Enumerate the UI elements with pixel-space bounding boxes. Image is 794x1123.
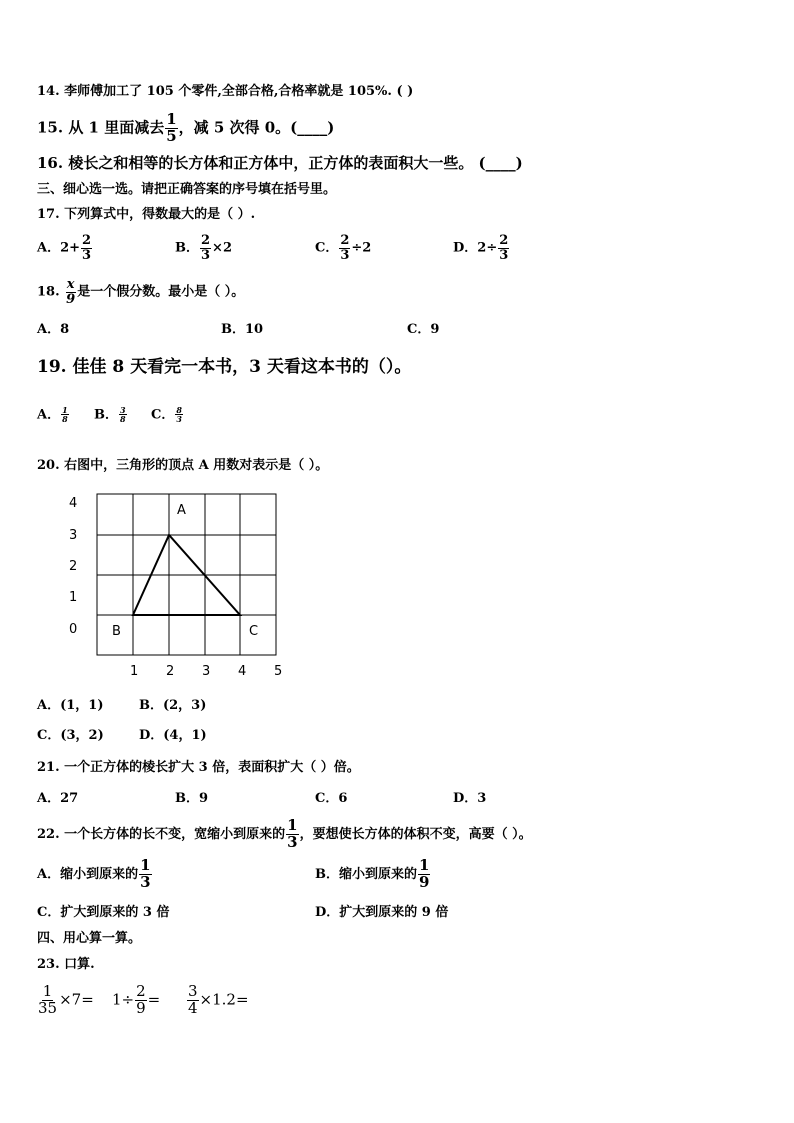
question-22-option-c [37, 906, 169, 919]
y-axis-label: 2 [69, 559, 78, 574]
expression-tail: = [147, 990, 161, 1009]
question-17-option-d [453, 234, 510, 262]
question-15 [37, 112, 334, 145]
fraction-numerator: 2 [136, 982, 146, 1000]
fraction-denominator: 3 [287, 832, 298, 851]
fraction-numerator: 1 [62, 405, 68, 415]
question-21-stem: 21. 一个正方体的棱长扩大 3 倍，表面积扩大（ ）倍。 [37, 760, 360, 775]
question-14 [37, 85, 413, 98]
option-text: D．3 [453, 791, 487, 806]
question-23 [37, 958, 95, 971]
vertex-label-b: B [112, 624, 121, 639]
x-axis-label: 3 [202, 664, 211, 679]
option-label: A．缩小到原来的 [37, 866, 139, 882]
question-17-option-a [37, 234, 93, 262]
fraction [418, 858, 430, 891]
fraction [61, 406, 69, 424]
fraction-denominator: 3 [82, 247, 92, 263]
question-18-suffix: 是一个假分数。最小是（ ）。 [77, 284, 245, 300]
question-18-option-b [221, 323, 263, 336]
y-axis-label: 1 [69, 590, 78, 605]
fraction [200, 234, 211, 262]
expression-tail: ×1.2= [199, 990, 249, 1009]
fraction-denominator: 8 [120, 414, 126, 425]
fraction-denominator: 3 [176, 414, 182, 425]
option-text: C．扩大到原来的 3 倍 [37, 905, 170, 920]
option-label: B．缩小到原来的 [315, 866, 417, 882]
vertex-label-a: A [177, 503, 186, 518]
option-text: A．8 [37, 322, 70, 337]
option-text: B．10 [221, 322, 264, 337]
fraction-denominator: 8 [62, 414, 68, 425]
option-label: C． [151, 407, 175, 423]
fraction-numerator: 1 [140, 856, 151, 874]
fraction-denominator: 3 [140, 872, 151, 891]
question-18-option-a [37, 323, 69, 336]
fraction-denominator: 3 [499, 247, 509, 263]
question-22-option-a [37, 858, 153, 891]
question-21 [37, 761, 360, 774]
fraction-numerator: 2 [201, 233, 211, 248]
option-text: C．(3，2) [37, 728, 104, 743]
y-axis-label: 3 [69, 528, 78, 543]
question-22-option-d [315, 906, 448, 919]
fraction-denominator: 9 [136, 998, 146, 1017]
fraction [135, 984, 147, 1017]
question-20-stem: 20. 右图中，三角形的顶点 A 用数对表示是（ ）。 [37, 458, 329, 473]
option-text: C．6 [315, 791, 348, 806]
fraction [498, 234, 509, 262]
vertex-label-c: C [249, 624, 259, 639]
fraction-denominator: 5 [166, 126, 177, 145]
option-text: A．27 [37, 791, 79, 806]
question-19 [37, 359, 411, 376]
fraction-numerator: 1 [166, 110, 177, 128]
fraction-numerator: x [66, 277, 75, 292]
option-text: B．9 [175, 791, 209, 806]
question-22 [37, 818, 532, 851]
question-21-option-d [453, 792, 486, 805]
option-text: D．扩大到原来的 9 倍 [315, 905, 449, 920]
x-axis-label: 5 [274, 664, 283, 679]
fraction [286, 818, 298, 851]
option-text: B．(2，3) [139, 698, 207, 713]
fraction-numerator: 2 [340, 233, 350, 248]
fraction-numerator: 8 [176, 405, 182, 415]
question-16-text: 16. 棱长之和相等的长方体和正方体中，正方体的表面积大一些。 (____) [37, 154, 523, 172]
question-18 [37, 278, 244, 306]
fraction [37, 984, 58, 1017]
fraction-denominator: 3 [340, 247, 350, 263]
question-21-option-b [175, 792, 208, 805]
fraction [187, 984, 199, 1017]
question-19-option-a [37, 406, 70, 424]
x-axis-label: 4 [238, 664, 247, 679]
question-15-prefix: 15. 从 1 里面减去 [37, 118, 165, 137]
question-14-text: 14. 李师傅加工了 105 个零件,全部合格,合格率就是 105%. ( ) [37, 84, 414, 99]
option-label: C． [315, 240, 339, 256]
section-4-text: 四、用心算一算。 [37, 931, 142, 946]
question-20 [37, 459, 328, 472]
question-19-option-c [151, 406, 184, 424]
question-20-option-b [139, 699, 206, 712]
option-label: B． [175, 240, 199, 256]
x-axis-label: 1 [130, 664, 139, 679]
fraction [119, 406, 127, 424]
section-3-text: 三、细心选一选。请把正确答案的序号填在括号里。 [37, 182, 337, 197]
question-23-stem: 23. 口算. [37, 957, 95, 972]
option-tail: ×2 [212, 240, 232, 256]
option-label: A．2+ [37, 240, 81, 256]
fraction-numerator: 2 [499, 233, 509, 248]
question-20-option-a [37, 699, 103, 712]
coordinate-grid [60, 490, 290, 685]
expression-head: 1÷ [112, 990, 135, 1009]
fraction [339, 234, 350, 262]
section-3-heading [37, 183, 336, 196]
fraction-denominator: 9 [419, 872, 430, 891]
fraction-denominator: 3 [201, 247, 211, 263]
question-20-option-d [139, 729, 207, 742]
question-19-stem: 19. 佳佳 8 天看完一本书，3 天看这本书的（）。 [37, 357, 412, 377]
fraction-denominator: 35 [38, 998, 58, 1017]
fraction-denominator: 4 [188, 998, 198, 1017]
option-text: C．9 [407, 322, 440, 337]
section-4-heading [37, 932, 141, 945]
expression-tail: ×7= [59, 990, 94, 1009]
question-18-option-c [407, 323, 439, 336]
question-22-option-b [315, 858, 431, 891]
question-21-option-a [37, 792, 78, 805]
fraction-numerator: 3 [120, 405, 126, 415]
y-axis-label: 0 [69, 622, 78, 637]
question-18-prefix: 18. [37, 284, 60, 300]
fraction [165, 112, 177, 145]
option-label: D．2÷ [453, 240, 498, 256]
option-label: B． [94, 407, 118, 423]
fraction-denominator: 9 [66, 291, 76, 307]
question-17-stem: 17. 下列算式中，得数最大的是（ ）. [37, 207, 256, 222]
mental-calc-2 [112, 984, 160, 1017]
fraction [81, 234, 92, 262]
question-21-option-c [315, 792, 347, 805]
question-20-option-c [37, 729, 104, 742]
fraction-numerator: 1 [287, 816, 298, 834]
question-15-suffix: ，减 5 次得 0。(____) [178, 118, 335, 137]
x-axis-label: 2 [166, 664, 175, 679]
question-17 [37, 208, 255, 221]
option-tail: ÷2 [351, 240, 372, 256]
question-19-option-b [94, 406, 128, 424]
mental-calc-3 [186, 984, 249, 1017]
question-22-prefix: 22. 一个长方体的长不变，宽缩小到原来的 [37, 826, 286, 842]
fraction-numerator: 3 [188, 982, 198, 1000]
question-22-suffix: ，要想使长方体的体积不变，高要（ ）。 [299, 826, 532, 842]
mental-calc-1 [36, 984, 94, 1017]
question-16 [37, 156, 523, 171]
fraction-numerator: 1 [42, 982, 53, 1000]
fraction [65, 278, 76, 306]
question-17-option-c [315, 234, 371, 262]
option-label: A． [37, 407, 61, 423]
fraction-numerator: 1 [419, 856, 430, 874]
fraction [175, 406, 183, 424]
fraction [139, 858, 151, 891]
fraction-numerator: 2 [82, 233, 92, 248]
question-17-option-b [175, 234, 232, 262]
y-axis-label: 4 [69, 496, 78, 511]
option-text: D．(4，1) [139, 728, 207, 743]
option-text: A．(1，1) [37, 698, 104, 713]
